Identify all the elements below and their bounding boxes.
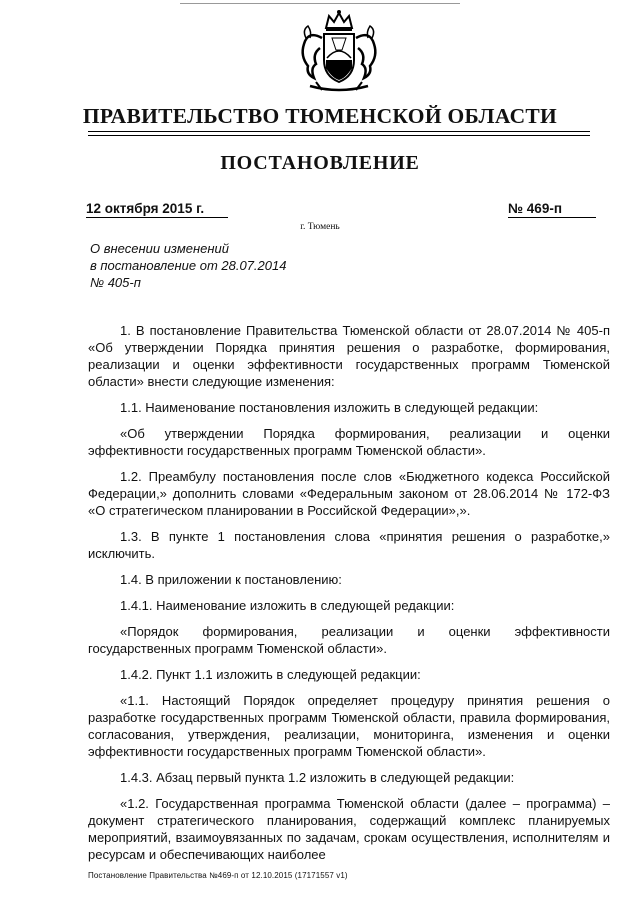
header-rule-bottom — [88, 135, 590, 136]
document-footer: Постановление Правительства №469-п от 12.10.2015 (17171557 v1) — [88, 871, 348, 880]
top-edge-rule — [180, 3, 460, 4]
government-title: ПРАВИТЕЛЬСТВО ТЮМЕНСКОЙ ОБЛАСТИ — [82, 104, 558, 128]
paragraph-quote: «Порядок формирования, реализации и оценки эффективности государственных программ Тюменской области». — [88, 624, 610, 656]
document-body — [88, 322, 610, 872]
subject-line: в постановление от 28.07.2014 — [90, 258, 287, 273]
paragraph-1-2: 1.2. Преамбулу постановления после слов «Бюджетного кодекса Российской Федерации,» дополнить словами «Федеральным законом от 28.06.2014 № 172-ФЗ «О стратегическом планировании в Российской Федерации»,». — [88, 469, 610, 518]
subject-line: О внесении изменений — [90, 241, 229, 256]
document-city: г. Тюмень — [300, 222, 340, 232]
paragraph-1: 1. В постановление Правительства Тюменской области от 28.07.2014 № 405-п «Об утверждении Порядка принятия решения о разработке, формирования, реализации и оценки эффективности государственных программ Тюменской области» внести следующие изменения: — [88, 323, 610, 389]
document-subject — [90, 240, 350, 291]
subject-line: № 405-п — [90, 275, 141, 290]
paragraph-quote: «Об утверждении Порядка формирования, реализации и оценки эффективности государственных программ Тюменской области». — [88, 426, 610, 458]
paragraph-1-4-2: 1.4.2. Пункт 1.1 изложить в следующей редакции: — [120, 667, 421, 682]
document-type-title: ПОСТАНОВЛЕНИЕ — [220, 152, 420, 174]
document-date: 12 октября 2015 г. — [86, 201, 228, 218]
paragraph-quote: «1.2. Государственная программа Тюменской области (далее – программа) – документ стратегического планирования, содержащий комплекс планируемых мероприятий, взаимоувязанных по задачам, срокам осуществления, исполнителям и ресурсам и обеспечивающих наиболее — [88, 796, 610, 862]
paragraph-1-4-3: 1.4.3. Абзац первый пункта 1.2 изложить в следующей редакции: — [120, 770, 515, 785]
paragraph-1-3: 1.3. В пункте 1 постановления слова «принятия решения о разработке,» исключить. — [88, 529, 610, 561]
header-rule-top — [88, 131, 590, 132]
paragraph-quote: «1.1. Настоящий Порядок определяет процедуру принятия решения о разработке государственных программ Тюменской области, правила формирования, согласования, утверждения, реализации, мониторинга, изменения и оценки эффективности государственных программ Тюменской области». — [88, 693, 610, 759]
paragraph-1-4-1: 1.4.1. Наименование изложить в следующей редакции: — [120, 598, 455, 613]
document-number: № 469-п — [508, 201, 596, 218]
paragraph-1-4: 1.4. В приложении к постановлению: — [120, 572, 342, 587]
coat-of-arms-icon — [296, 8, 382, 98]
paragraph-1-1: 1.1. Наименование постановления изложить в следующей редакции: — [120, 400, 539, 415]
